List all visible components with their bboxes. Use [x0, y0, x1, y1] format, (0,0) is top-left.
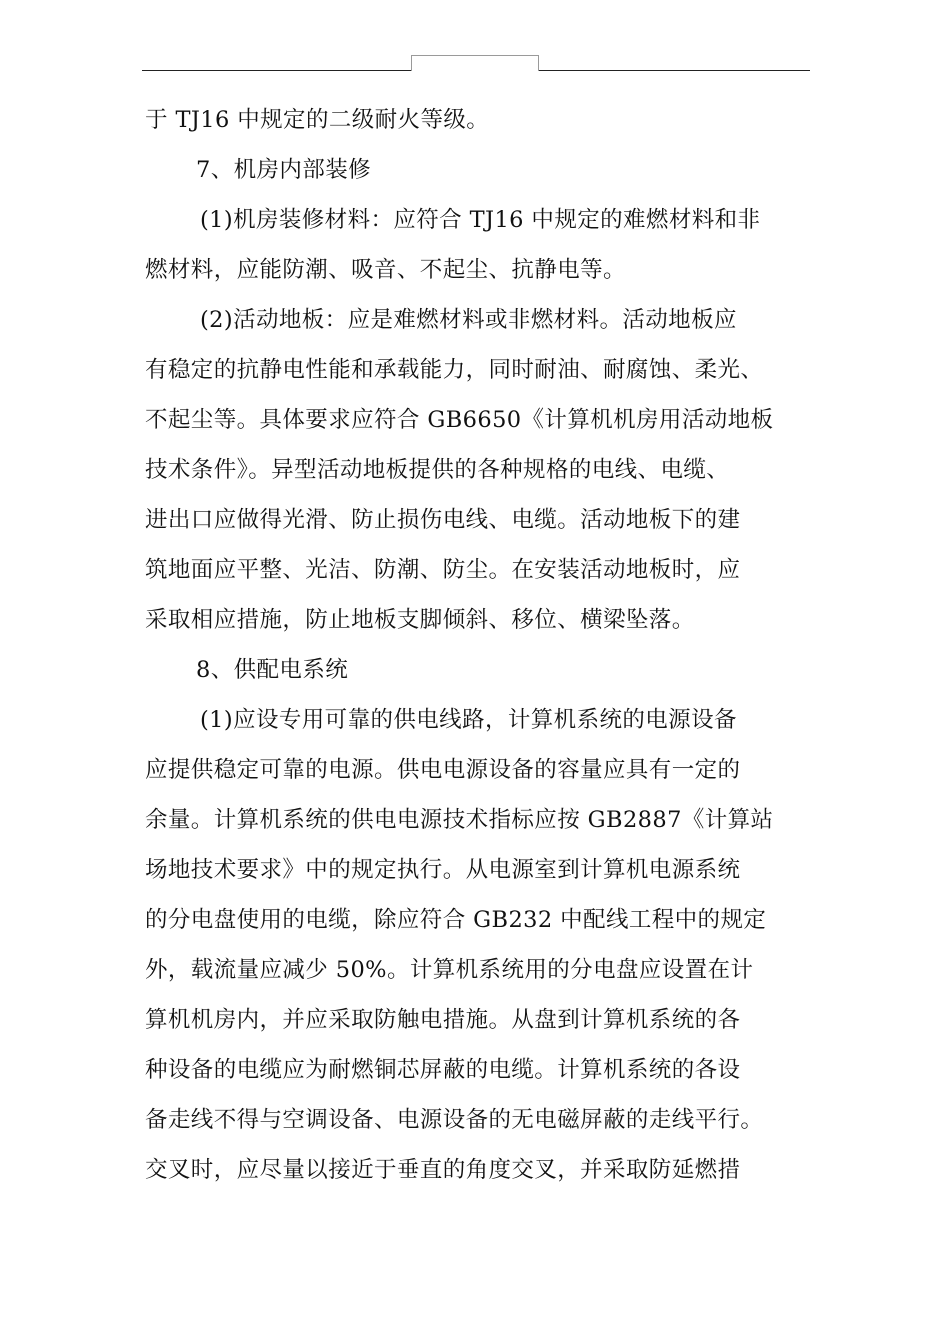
section-heading-8: 8、供配电系统 — [196, 657, 349, 683]
text-line-7: 不起尘等。具体要求应符合 GB6650《计算机机房用活动地板 — [145, 407, 774, 433]
text-line-13: (1)应设专用可靠的供电线路，计算机系统的电源设备 — [200, 707, 737, 733]
text-line-16: 场地技术要求》中的规定执行。从电源室到计算机电源系统 — [145, 857, 741, 883]
text-line-11: 采取相应措施，防止地板支脚倾斜、移位、横梁坠落。 — [145, 607, 695, 633]
header-tab — [411, 55, 539, 71]
text-line-5: (2)活动地板：应是难燃材料或非燃材料。活动地板应 — [200, 307, 737, 333]
text-line-22: 交叉时，应尽量以接近于垂直的角度交叉，并采取防延燃措 — [145, 1157, 741, 1183]
text-line-1: 于 TJ16 中规定的二级耐火等级。 — [145, 107, 490, 133]
text-line-17: 的分电盘使用的电缆，除应符合 GB232 中配线工程中的规定 — [145, 907, 767, 933]
text-line-10: 筑地面应平整、光洁、防潮、防尘。在安装活动地板时，应 — [145, 557, 741, 583]
section-heading-7: 7、机房内部装修 — [196, 157, 372, 183]
text-line-18: 外，载流量应减少 50%。计算机系统用的分电盘应设置在计 — [145, 957, 754, 983]
text-line-14: 应提供稳定可靠的电源。供电电源设备的容量应具有一定的 — [145, 757, 741, 783]
text-line-9: 进出口应做得光滑、防止损伤电线、电缆。活动地板下的建 — [145, 507, 741, 533]
text-line-19: 算机机房内，并应采取防触电措施。从盘到计算机系统的各 — [145, 1007, 741, 1033]
text-line-8: 技术条件》。异型活动地板提供的各种规格的电线、电缆、 — [145, 457, 730, 483]
text-line-21: 备走线不得与空调设备、电源设备的无电磁屏蔽的走线平行。 — [145, 1107, 764, 1133]
text-line-4: 燃材料，应能防潮、吸音、不起尘、抗静电等。 — [145, 257, 626, 283]
text-line-6: 有稳定的抗静电性能和承载能力，同时耐油、耐腐蚀、柔光、 — [145, 357, 764, 383]
text-line-15: 余量。计算机系统的供电电源技术指标应按 GB2887《计算站 — [145, 807, 774, 833]
text-line-20: 种设备的电缆应为耐燃铜芯屏蔽的电缆。计算机系统的各设 — [145, 1057, 741, 1083]
text-line-3: (1)机房装修材料：应符合 TJ16 中规定的难燃材料和非 — [200, 207, 761, 233]
